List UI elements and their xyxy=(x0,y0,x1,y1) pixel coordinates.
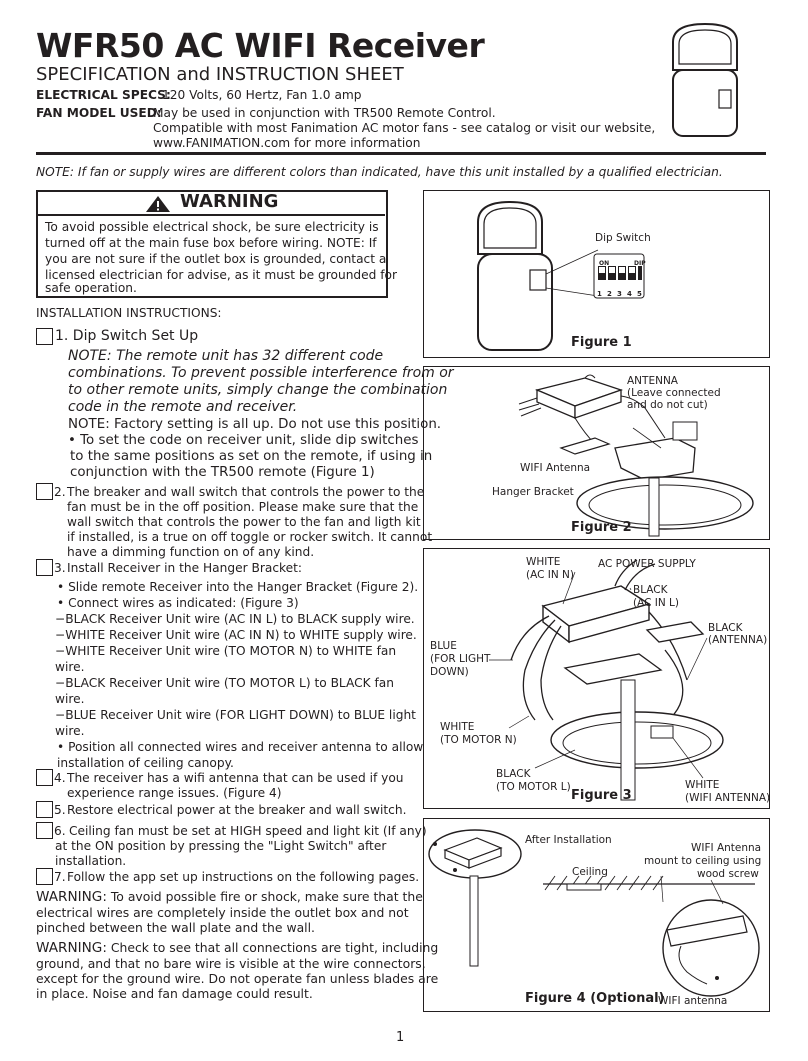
step6-line: Ceiling fan must be set at HIGH speed and light kit (If any) xyxy=(69,824,427,838)
step2-line: have a dimming function on of any kind. xyxy=(67,545,315,559)
fig2-antenna-note: and do not cut) xyxy=(627,399,708,411)
fig3-white-acn: WHITE xyxy=(526,556,561,568)
fig3-black-antenna: BLACK xyxy=(708,622,743,634)
step6-num: 6. xyxy=(54,824,66,838)
step3-line: wire. xyxy=(55,724,85,738)
step3-line: −BLACK Receiver Unit wire (TO MOTOR L) to BLACK fan xyxy=(55,676,394,690)
step6-line: installation. xyxy=(55,854,127,868)
step4-line: experience range issues. (Figure 4) xyxy=(67,786,282,800)
fig4-wifi-mount: mount to ceiling using xyxy=(644,855,762,867)
step5-checkbox[interactable] xyxy=(36,801,53,818)
step5-num: 5. xyxy=(54,803,66,817)
fig2-hanger-label: Hanger Bracket xyxy=(492,486,574,498)
fig4-wifi-mount: WIFI Antenna xyxy=(691,842,762,854)
warning-connections-label: WARNING: xyxy=(36,940,107,956)
step5-text: Restore electrical power at the breaker and wall switch. xyxy=(67,803,407,817)
warning-line: licensed electrician for advise, as it must be grounded for xyxy=(45,268,398,282)
warning-fire-line: To avoid possible fire or shock, make sure that the xyxy=(106,889,423,904)
fan-model-line: www.FANIMATION.com for more information xyxy=(153,136,421,150)
fig3-black-motor: (TO MOTOR L) xyxy=(496,781,571,793)
fig4-after-label: After Installation xyxy=(525,834,612,846)
step1-note-line: The remote unit has 32 different code xyxy=(116,348,384,364)
fig4-wifi-antenna-label: WIFI antenna xyxy=(658,995,728,1007)
warning-connections-line: Check to see that all connections are tight, including xyxy=(106,940,439,955)
step3-checkbox[interactable] xyxy=(36,559,53,576)
step4-num: 4. xyxy=(54,771,66,785)
step3-line: −WHITE Receiver Unit wire (AC IN N) to WHITE supply wire. xyxy=(55,628,417,642)
fig3-white-acn: (AC IN N) xyxy=(526,569,575,581)
warning-fire-line: pinched between the wall plate and the wall. xyxy=(36,920,315,935)
step7-text: Follow the app set up instructions on the following pages. xyxy=(67,870,420,884)
fig3-white-motor: WHITE xyxy=(440,721,475,733)
receiver-illustration xyxy=(665,20,755,140)
step2-line: The breaker and wall switch that controls the power to the xyxy=(67,485,425,499)
step4-line: The receiver has a wifi antenna that can be used if you xyxy=(67,771,404,785)
fig3-ac-supply: AC POWER SUPPLY xyxy=(598,558,696,570)
step2-checkbox[interactable] xyxy=(36,483,53,500)
fig2-antenna-label: ANTENNA xyxy=(627,375,678,387)
step3-line: wire. xyxy=(55,660,85,674)
fan-model-label: FAN MODEL USED: xyxy=(36,106,162,120)
fig3-black-motor: BLACK xyxy=(496,768,531,780)
fig4-ceiling-label: Ceiling xyxy=(572,866,608,878)
step4-checkbox[interactable] xyxy=(36,769,53,786)
step3-line: −WHITE Receiver Unit wire (TO MOTOR N) to WHITE fan xyxy=(55,644,397,658)
step3-title: Install Receiver in the Hanger Bracket: xyxy=(67,561,303,575)
warning-heading: WARNING xyxy=(180,191,279,212)
step1-note-line: combinations. To prevent possible interference from or xyxy=(68,365,454,381)
step7-num: 7. xyxy=(54,870,66,884)
warning-line: safe operation. xyxy=(45,281,137,295)
page-number: 1 xyxy=(396,1030,405,1045)
fig3-black-acl: BLACK xyxy=(633,584,668,596)
fan-model-line: Compatible with most Fanimation AC motor fans - see catalog or visit our website, xyxy=(153,121,656,135)
warning-fire xyxy=(36,889,423,905)
step3-line: • Slide remote Receiver into the Hanger Bracket (Figure 2). xyxy=(57,580,419,594)
warning-line: you are not sure if the outlet box is grounded, contact a xyxy=(45,252,387,266)
step1-bullet-line: conjunction with the TR500 remote (Figure 1) xyxy=(70,465,375,480)
figure-4-caption: Figure 4 (Optional) xyxy=(525,991,665,1006)
step1-bullet-line: • To set the code on receiver unit, slide dip switches xyxy=(68,433,419,448)
figure-1-illustration xyxy=(470,198,770,358)
fig3-blue: DOWN) xyxy=(430,666,469,678)
fig3-white-wifi: WHITE xyxy=(685,779,720,791)
step2-line: if installed, is a true on off toggle or rocker switch. It cannot xyxy=(67,530,433,544)
step3-num: 3. xyxy=(54,561,66,575)
elec-specs-value: 120 Volts, 60 Hertz, Fan 1.0 amp xyxy=(162,88,362,102)
step1-bullet-line: to the same positions as set on the remote, if using in xyxy=(70,449,433,464)
warning-triangle-icon xyxy=(145,195,171,213)
elec-specs-label: ELECTRICAL SPECS: xyxy=(36,88,171,102)
step1-checkbox[interactable] xyxy=(36,328,53,345)
warning-line: To avoid possible electrical shock, be sure electricity is xyxy=(45,220,379,234)
fig2-antenna-note: (Leave connected xyxy=(627,387,721,399)
step1-note-line: to other remote units, simply change the combination xyxy=(68,382,448,398)
step2-num: 2. xyxy=(54,485,66,499)
step1-factory: NOTE: Factory setting is all up. Do not use this position. xyxy=(68,417,442,432)
figure-3-illustration xyxy=(425,550,768,805)
step7-checkbox[interactable] xyxy=(36,868,53,885)
warning-fire-line: electrical wires are completely inside the outlet box and not xyxy=(36,905,409,920)
figure-3-caption: Figure 3 xyxy=(571,788,632,803)
step1-note xyxy=(68,348,383,364)
step6-checkbox[interactable] xyxy=(36,822,53,839)
fig3-black-antenna: (ANTENNA) xyxy=(708,634,768,646)
fig4-wifi-mount: wood screw xyxy=(697,868,759,880)
step2-line: fan must be in the off position. Please make sure that the xyxy=(67,500,419,514)
fig1-switch-number: 2 xyxy=(607,290,612,298)
step3-line: −BLUE Receiver Unit wire (FOR LIGHT DOWN) to BLUE light xyxy=(55,708,416,722)
step1-note-label: NOTE: xyxy=(68,348,112,364)
fig2-wifi-antenna-label: WIFI Antenna xyxy=(520,462,591,474)
warning-fire-label: WARNING: xyxy=(36,889,107,905)
step1-note-line: code in the remote and receiver. xyxy=(68,399,298,415)
step3-line: • Connect wires as indicated: (Figure 3) xyxy=(57,596,299,610)
step6-line: at the ON position by pressing the "Light Switch" after xyxy=(55,839,387,853)
fig3-blue: BLUE xyxy=(430,640,457,652)
step3-line: −BLACK Receiver Unit wire (AC IN L) to BLACK supply wire. xyxy=(55,612,415,626)
instructions-heading: INSTALLATION INSTRUCTIONS: xyxy=(36,306,222,320)
warning-connections-line: in place. Noise and fan damage could result. xyxy=(36,986,313,1001)
note-label: NOTE: xyxy=(36,165,74,179)
fig1-dip-label: Dip Switch xyxy=(595,232,651,244)
warning-line: turned off at the main fuse box before wiring. NOTE: If xyxy=(45,236,377,250)
step3-line: installation of ceiling canopy. xyxy=(57,756,234,770)
fig3-white-motor: (TO MOTOR N) xyxy=(440,734,517,746)
warning-connections xyxy=(36,940,438,956)
fig3-blue: (FOR LIGHT xyxy=(430,653,491,665)
fig1-dip-small: DIP xyxy=(634,260,646,267)
figure-1-caption: Figure 1 xyxy=(571,335,632,350)
warning-connections-line: ground, and that no bare wire is visible at the wire connectors, xyxy=(36,956,426,971)
header-rule xyxy=(36,152,766,155)
step2-line: wall switch that controls the power to the fan and ligth kit xyxy=(67,515,421,529)
warning-connections-line: except for the ground wire. Do not operate fan unless blades are xyxy=(36,971,439,986)
figure-2-caption: Figure 2 xyxy=(571,520,632,535)
page-title: WFR50 AC WIFI Receiver xyxy=(36,26,485,65)
fig1-on-label: ON xyxy=(599,260,610,267)
step3-line: wire. xyxy=(55,692,85,706)
step3-line: • Position all connected wires and receiver antenna to allow xyxy=(57,740,424,754)
fig1-switch-number: 5 xyxy=(637,290,642,298)
warning-divider xyxy=(37,214,385,216)
fan-model-line: May be used in conjunction with TR500 Remote Control. xyxy=(153,106,496,120)
note-text: If fan or supply wires are different colors than indicated, have this unit installed by a qualified electrician. xyxy=(77,165,723,179)
fig1-switch-number: 1 xyxy=(597,290,602,298)
fig3-white-wifi: (WIFI ANTENNA) xyxy=(685,792,771,804)
note-line xyxy=(36,165,723,179)
fig1-switch-number: 3 xyxy=(617,290,622,298)
step1-title: 1. Dip Switch Set Up xyxy=(55,328,199,344)
fig1-switch-number: 4 xyxy=(627,290,632,298)
page-subtitle: SPECIFICATION and INSTRUCTION SHEET xyxy=(36,64,404,85)
fig3-black-acl: (AC IN L) xyxy=(633,597,679,609)
